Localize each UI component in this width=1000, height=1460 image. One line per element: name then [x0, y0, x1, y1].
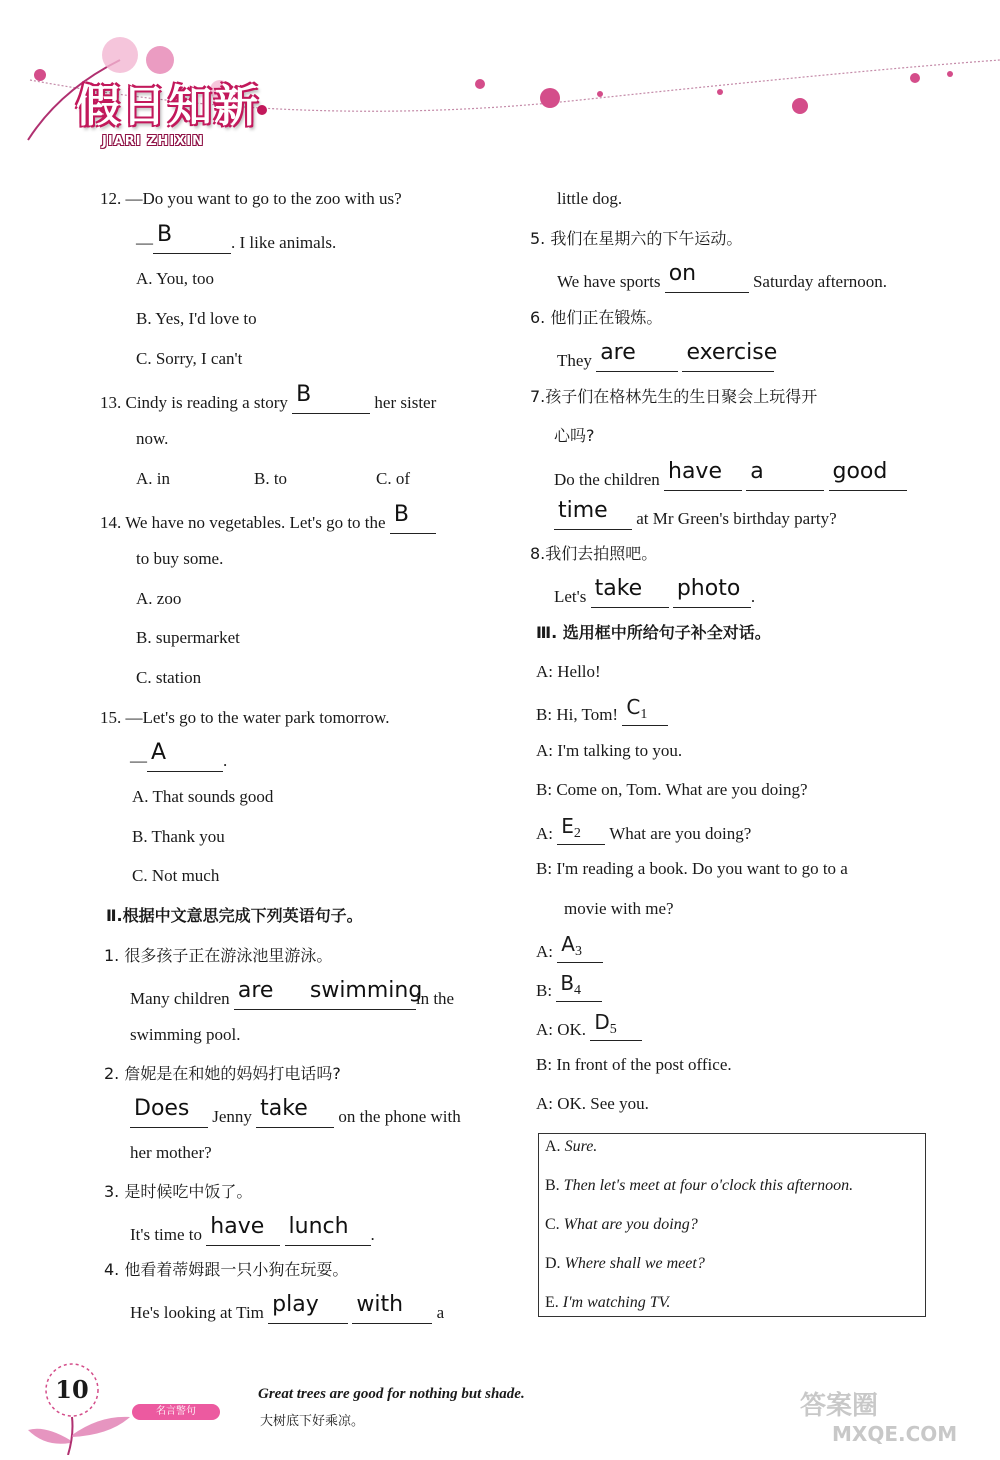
quote-tag: 名言警句 — [132, 1404, 220, 1420]
s2-text: Jenny — [212, 1107, 252, 1126]
brand-title: 假日知新 — [76, 81, 260, 132]
option-letter: E. — [545, 1294, 559, 1311]
brand-pinyin: JIARI ZHIXIN — [102, 134, 204, 149]
answer-blank[interactable] — [292, 382, 370, 414]
dialog-text: I'm talking to you. — [557, 741, 683, 760]
handwritten-answer: a — [750, 459, 764, 484]
s5-text: We have sports — [557, 272, 661, 291]
handwritten-answer: C — [626, 695, 641, 719]
dialog-line — [536, 695, 668, 726]
handwritten-answer: have — [210, 1214, 265, 1239]
option: B. to — [254, 469, 288, 488]
handwritten-answer: with — [356, 1292, 404, 1317]
q12-answer-line — [136, 222, 337, 254]
dialog-line — [536, 814, 752, 845]
option: C. station — [136, 668, 202, 687]
handwritten-answer: lunch — [288, 1214, 349, 1239]
s5-chinese: 5. 我们在星期六的下午运动。 — [530, 229, 743, 248]
answer-blank[interactable] — [306, 978, 423, 1010]
section-2-title: Ⅱ.根据中文意思完成下列英语句子。 — [106, 906, 363, 925]
s1-cont: swimming pool. — [130, 1025, 241, 1044]
q12-stem: 12. —Do you want to go to the zoo with us? — [100, 189, 402, 208]
speaker: A: — [536, 942, 553, 961]
handwritten-answer: time — [558, 498, 608, 523]
handwritten-answer: have — [668, 459, 722, 484]
s3-chinese: 3. 是时候吃中饭了。 — [104, 1182, 253, 1201]
dialog-text: In front of the post office. — [556, 1055, 732, 1074]
blank-number: 5 — [609, 1022, 617, 1037]
handwritten-answer: play — [272, 1292, 319, 1317]
s5-english — [557, 261, 888, 293]
dialog-line — [536, 971, 602, 1002]
handwritten-answer: D — [594, 1010, 610, 1034]
box-option — [545, 1294, 670, 1312]
blank-number: 3 — [574, 944, 582, 959]
footer-quote-chinese: 大树底下好乘凉。 — [260, 1414, 365, 1429]
handwritten-answer: are — [600, 340, 636, 365]
answer-blank[interactable] — [268, 1292, 348, 1324]
q14-text: 14. We have no vegetables. Let's go to the — [100, 513, 386, 532]
watermark-url: MXQE.COM — [832, 1422, 958, 1446]
handwritten-answer: A — [561, 932, 575, 956]
dialog-text: Come on, Tom. What are you doing? — [556, 780, 808, 799]
speaker: B: — [536, 780, 553, 799]
box-option — [545, 1177, 853, 1195]
handwritten-answer: good — [832, 459, 888, 484]
option: B. Thank you — [132, 827, 225, 846]
speaker: A: — [536, 1020, 553, 1039]
s3-english — [130, 1214, 375, 1246]
s7-english — [554, 459, 907, 491]
answer-blank[interactable] — [234, 978, 306, 1010]
dash: — — [130, 751, 147, 770]
option: B. Yes, I'd love to — [136, 309, 257, 328]
q14-stem — [100, 502, 436, 534]
option-text: What are you doing? — [563, 1216, 698, 1233]
s3-text: It's time to — [130, 1225, 203, 1244]
s4-text: a — [436, 1303, 445, 1322]
option: C. Not much — [132, 866, 220, 885]
option-text: Where shall we meet? — [564, 1255, 705, 1272]
s1-text: Many children — [130, 989, 230, 1008]
option-text: Sure. — [564, 1138, 598, 1155]
answer-blank[interactable] — [682, 340, 778, 372]
s7-chinese-cont: 心吗? — [554, 426, 595, 445]
s7-text: at Mr Green's birthday party? — [636, 509, 837, 528]
q13-text: 13. Cindy is reading a story — [100, 393, 288, 412]
option: C. of — [376, 469, 410, 488]
blank-number: 4 — [574, 983, 582, 998]
dialog-text: OK. — [557, 1020, 587, 1039]
answer-blank[interactable] — [352, 1292, 432, 1324]
handwritten-answer: swimming — [309, 978, 423, 1003]
handwritten-answer: B — [393, 502, 409, 527]
dialog-line — [536, 1093, 649, 1115]
option-letter: D. — [545, 1255, 561, 1272]
speaker: A: — [536, 824, 553, 843]
dialog-text: Hi, Tom! — [556, 705, 619, 724]
blank-number: 2 — [573, 826, 581, 841]
answer-blank[interactable] — [206, 1214, 280, 1246]
handwritten-answer: B — [296, 382, 312, 407]
answer-blank[interactable] — [256, 1096, 334, 1128]
dialog-line — [536, 1010, 642, 1041]
s4-cont: little dog. — [557, 189, 623, 208]
box-option — [545, 1255, 705, 1273]
answer-blank[interactable] — [390, 502, 436, 534]
speaker: B: — [536, 705, 553, 724]
answer-blank[interactable] — [596, 340, 678, 372]
footer-quote: Great trees are good for nothing but shade. — [258, 1386, 525, 1402]
speaker: A: — [536, 1094, 553, 1113]
handwritten-answer: are — [237, 978, 274, 1003]
q12-tail: . I like animals. — [231, 233, 337, 252]
s5-text: Saturday afternoon. — [752, 272, 888, 291]
answer-blank[interactable] — [591, 576, 669, 608]
answer-blank[interactable] — [130, 1096, 208, 1128]
speaker: B: — [536, 859, 553, 878]
handwritten-answer: exercise — [686, 340, 778, 365]
s3-text: . — [370, 1225, 375, 1244]
answer-blank[interactable] — [673, 576, 751, 608]
s2-cont: her mother? — [130, 1143, 212, 1162]
answer-blank[interactable] — [557, 814, 605, 845]
dialog-text: I'm reading a book. Do you want to go to a — [556, 859, 848, 878]
s2-text: on the phone with — [338, 1107, 461, 1126]
option: A. You, too — [136, 269, 214, 288]
q14-stem-cont: to buy some. — [136, 549, 224, 568]
s8-english — [554, 576, 756, 608]
option-letter: C. — [545, 1216, 560, 1233]
answer-blank[interactable] — [147, 740, 223, 772]
watermark-logo: 答案圈 — [800, 1391, 879, 1421]
s8-text: . — [750, 587, 756, 606]
option: C. Sorry, I can't — [136, 349, 243, 368]
option-letter: B. — [545, 1177, 560, 1194]
header-banner — [0, 0, 1000, 170]
dialog-line — [536, 1054, 732, 1076]
handwritten-answer: E — [561, 814, 574, 838]
option: A. in — [136, 469, 170, 488]
q13-stem — [100, 382, 437, 414]
s7-text: Do the children — [554, 470, 660, 489]
answer-blank[interactable] — [285, 1214, 371, 1246]
answer-blank[interactable] — [665, 261, 749, 293]
s8-chinese: 8.我们去拍照吧。 — [530, 544, 658, 563]
handwritten-answer: take — [260, 1096, 308, 1121]
s2-english — [130, 1096, 461, 1128]
answer-blank[interactable] — [557, 932, 603, 963]
handwritten-answer: B — [560, 971, 575, 995]
s6-chinese: 6. 他们正在锻炼。 — [530, 308, 663, 327]
answer-blank[interactable] — [556, 971, 602, 1002]
dialog-line — [564, 898, 674, 920]
box-option — [545, 1138, 597, 1156]
answer-blank[interactable] — [153, 222, 231, 254]
answer-blank[interactable] — [590, 1010, 642, 1041]
answer-blank[interactable] — [554, 498, 632, 530]
dialog-text: OK. See you. — [557, 1094, 649, 1113]
s4-chinese: 4. 他看着蒂姆跟一只小狗在玩耍。 — [104, 1260, 349, 1279]
q15-answer-line — [130, 740, 228, 772]
s7-english-cont — [554, 498, 837, 530]
s1-english — [130, 978, 455, 1010]
handwritten-answer: A — [151, 740, 167, 765]
option-text: Then let's meet at four o'clock this afternoon. — [563, 1177, 854, 1194]
dialog-line — [536, 779, 808, 801]
s1-text: in the — [415, 989, 455, 1008]
options-box — [538, 1133, 926, 1317]
q15-stem: 15. —Let's go to the water park tomorrow. — [100, 708, 390, 727]
answer-blank[interactable] — [664, 459, 742, 491]
speaker: A: — [536, 662, 553, 681]
speaker: A: — [536, 741, 553, 760]
option: B. supermarket — [136, 628, 240, 647]
s7-chinese: 7.孩子们在格林先生的生日聚会上玩得开 — [530, 387, 818, 406]
option-text: I'm watching TV. — [562, 1294, 671, 1311]
answer-blank[interactable] — [746, 459, 824, 491]
speaker: B: — [536, 1055, 553, 1074]
dialog-text: What are you doing? — [609, 824, 752, 843]
option: A. That sounds good — [132, 787, 274, 806]
dialog-line — [536, 932, 603, 963]
dialog-line — [536, 740, 682, 762]
handwritten-answer: Does — [134, 1096, 190, 1121]
option-letter: A. — [545, 1138, 561, 1155]
answer-blank[interactable] — [829, 459, 907, 491]
s4-english — [130, 1292, 445, 1324]
handwritten-answer: B — [157, 222, 173, 247]
blank-number: 1 — [640, 707, 648, 722]
box-option — [545, 1216, 698, 1234]
q13-stem-cont: now. — [136, 429, 169, 448]
handwritten-answer: on — [668, 261, 697, 286]
section-3-title: Ⅲ. 选用框中所给句子补全对话。 — [536, 623, 771, 642]
handwritten-answer: take — [594, 576, 643, 601]
dialog-text: movie with me? — [564, 899, 674, 918]
s4-text: He's looking at Tim — [130, 1303, 264, 1322]
dialog-line — [536, 661, 601, 683]
answer-blank[interactable] — [622, 695, 668, 726]
s8-text: Let's — [554, 587, 587, 606]
option: A. zoo — [136, 589, 182, 608]
page-number: 10 — [55, 1375, 89, 1404]
dash: — — [136, 233, 153, 252]
speaker: B: — [536, 981, 553, 1000]
s1-chinese: 1. 很多孩子正在游泳池里游泳。 — [104, 946, 333, 965]
s6-text: They — [557, 351, 592, 370]
q15-tail: . — [223, 751, 228, 770]
dialog-line — [536, 858, 848, 880]
handwritten-answer: photo — [676, 576, 741, 601]
s2-chinese: 2. 詹妮是在和她的妈妈打电话吗? — [104, 1064, 341, 1083]
s6-english — [557, 340, 778, 372]
q13-text: her sister — [374, 393, 437, 412]
dialog-text: Hello! — [557, 662, 601, 681]
